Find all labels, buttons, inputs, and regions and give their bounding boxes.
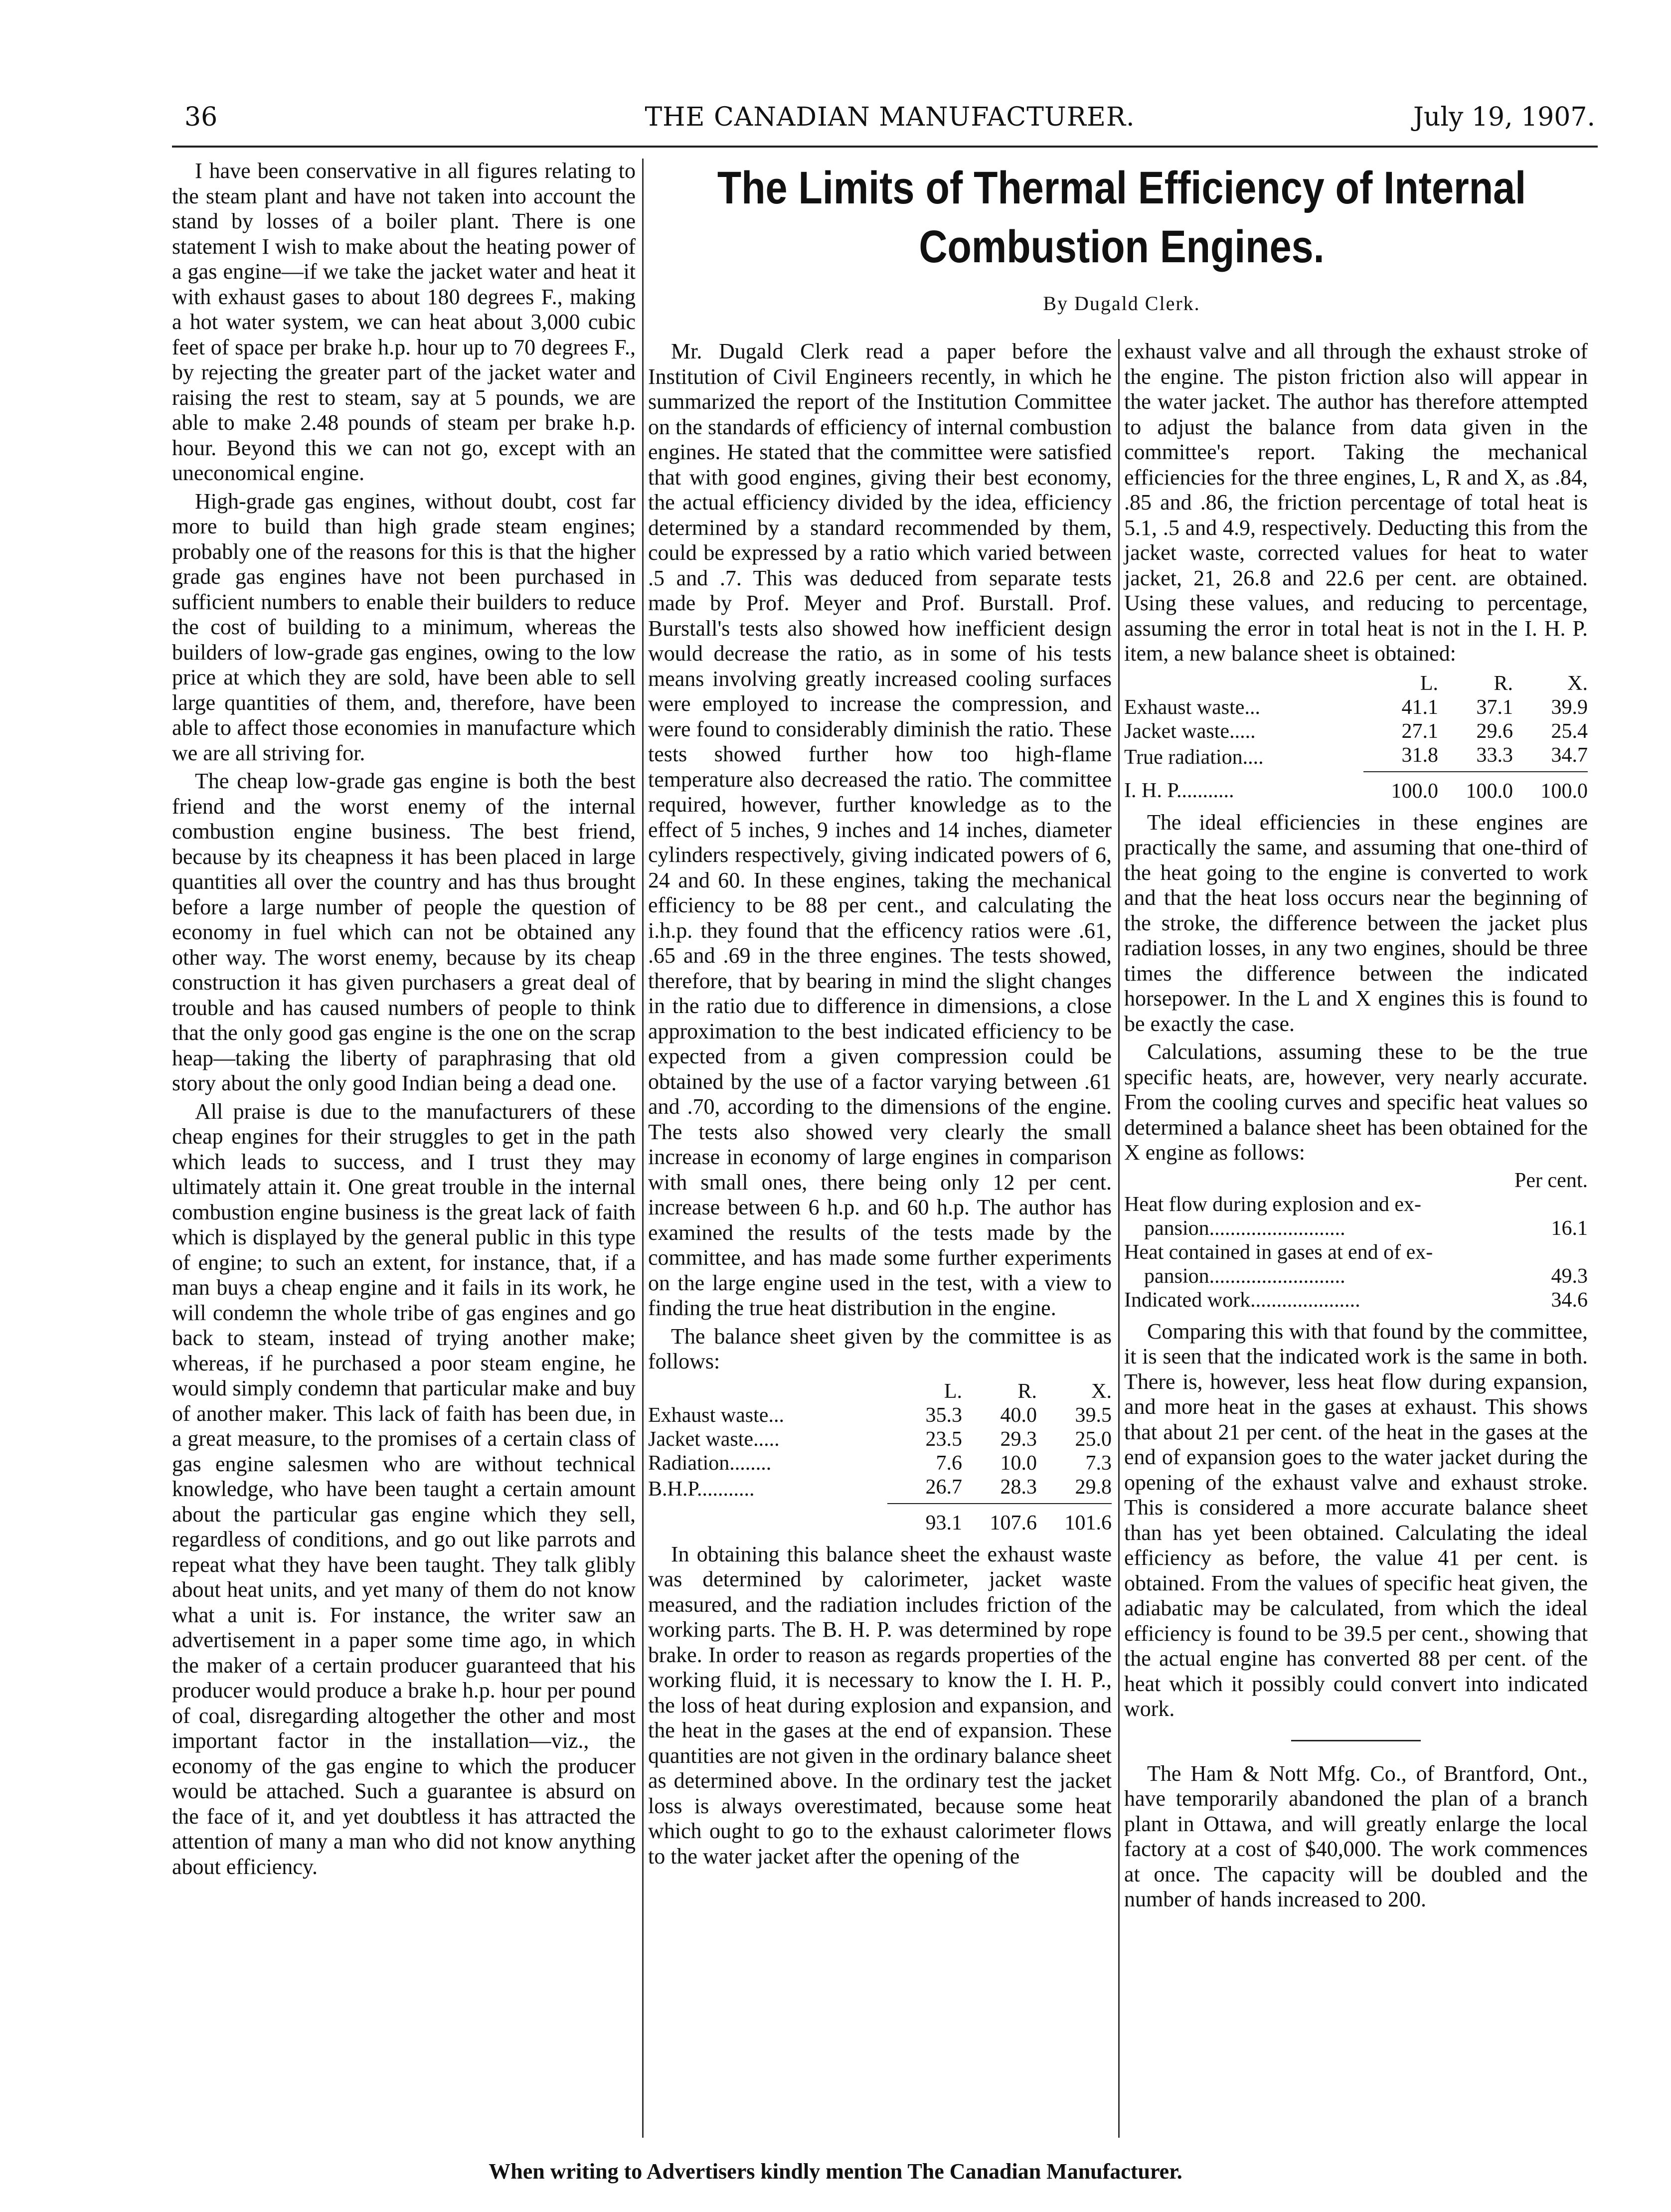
cell-value: 41.1: [1401, 695, 1438, 719]
table-header: X.: [1091, 1379, 1112, 1403]
balance-row: [1124, 1288, 1588, 1312]
table-row: [648, 1475, 1112, 1504]
cell-value: 23.5: [925, 1427, 962, 1451]
table-total-row: [1124, 772, 1588, 803]
table-header-row: [648, 1379, 1112, 1403]
cell-value: 29.3: [1000, 1427, 1037, 1451]
row-label-cont: pansion..........................: [1144, 1216, 1345, 1240]
cell-value: 28.3: [962, 1475, 1037, 1504]
paragraph: The cheap low-grade gas engine is both the best friend and the worst enemy of the internal combustion engine business. The best friend, because by its cheapness it has been placed in large quantities all over the country and has thus brought before a large number of people the question of economy in fuel which can not be obtained any other way. The worst enemy, because by its cheap construction it has given purchasers a great deal of trouble and has caused numbers of people to think that the only good gas engine is the one on the scrap heap—taking the liberty of paraphrasing that old story about the only good Indian being a dead one.: [172, 769, 636, 1095]
row-value: 16.1: [1551, 1216, 1588, 1240]
balance-row: [1124, 1240, 1588, 1288]
page-footer: When writing to Advertisers kindly mention The Canadian Manufacturer.: [489, 2159, 1182, 2184]
table-row: [1124, 743, 1588, 772]
row-label: True radiation....: [1124, 746, 1264, 769]
cell-value: 27.1: [1401, 719, 1438, 743]
article-title: The Limits of Thermal Efficiency of Internal Combustion Engines.: [717, 163, 1526, 272]
paragraph: Mr. Dugald Clerk read a paper before the Institution of Civil Engineers recently, in which he summarized the report of the Institution Committee on the standards of efficiency of internal combustion engines. He stated that the committee were satisfied that with good engines, giving their best economy, the actual efficiency divided by the idea, efficiency determined by a standard recommended by them, could be expressed by a ratio which varied between .5 and .7. This was deduced from separate tests made by Prof. Meyer and Prof. Burstall. Prof. Burstall's tests also showed how inefficient design would decrease the ratio, as in some of his tests means involving greatly increased cooling surfaces were employed to increase the compression, and were found to considerably diminish the ratio. These tests showed further how too high-flame temperature also decreased the ratio. The committee required, however, further knowledge as to the effect of 5 inches, 9 inches and 14 inches, diameter cylinders respectively, giving indicated powers of 6, 24 and 60. In these engines, taking the mechanical efficiency to be 88 per cent., and calculating the i.h.p. they found that the efficency ratios were .61, .65 and .69 in the three engines. The tests showed, therefore, that by bearing in mind the slight changes in the ratio due to difference in dimensions, a close approximation to the best indicated efficiency to be expected from a given compression could be obtained by the use of a factor varying between .61 and .70, according to the dimensions of the engine. The tests also showed very clearly the small increase in economy of large engines in comparison with small ones, there being only 12 per cent. increase between 6 h.p. and 60 h.p. The author has examined the results of the tests made by the committee, and has made some further experiments on the large engine used in the test, with a view to finding the true heat distribution in the engine.: [648, 339, 1112, 1320]
table-header: X.: [1567, 672, 1588, 695]
table-header: [1124, 672, 1363, 695]
adjusted-balance-table: [1124, 672, 1588, 803]
total-value: 93.1: [925, 1511, 962, 1534]
cell-value: 7.3: [1085, 1451, 1112, 1475]
cell-value: 37.1: [1476, 695, 1513, 719]
cell-value: 25.0: [1075, 1427, 1112, 1451]
row-value: 34.6: [1551, 1288, 1588, 1312]
cell-value: 33.3: [1438, 743, 1513, 772]
news-notice: The Ham & Nott Mfg. Co., of Brantford, Ont., have temporarily abandoned the plan of a branch plant in Ottawa, and will greatly enlarge the local factory at a cost of $40,000. The work commences at once. The capacity will be doubled and the number of hands increased to 200.: [1124, 1761, 1588, 1911]
unit-header: Per cent.: [1514, 1169, 1588, 1192]
total-value: 100.0: [1466, 779, 1513, 803]
row-label: Jacket waste.....: [648, 1427, 780, 1451]
paragraph: exhaust valve and all through the exhaust stroke of the engine. The piston friction also will appear in the water jacket. The author has therefore attempted to adjust the balance from data given in the committee's report. Taking the mechanical efficiencies for the three engines, L, R and X, as .84, .85 and .86, the friction percentage of total heat is 5.1, .5 and 4.9, respectively. Deducting this from the jacket waste, corrected values for heat to water jacket, 21, 26.8 and 22.6 per cent. are obtained. Using these values, and reducing to percentage, assuming the error in total heat is not in the I. H. P. item, a new balance sheet is obtained:: [1124, 339, 1588, 666]
row-label: Heat contained in gases at end of ex-: [1124, 1240, 1433, 1264]
paragraph: High-grade gas engines, without doubt, cost far more to build than high grade steam engines; probably one of the reasons for this is that the higher grade gas engines have not been purchased in sufficient numbers to enable their builders to reduce the cost of building to a minimum, whereas the builders of low-grade gas engines, owing to the low price at which they are sold, have been able to sell large quantities of them, and, therefore, have been able to affect those economies in manufacture which we are all striving for.: [172, 489, 636, 765]
row-label: B.H.P...........: [648, 1478, 755, 1501]
cell-value: 25.4: [1551, 719, 1588, 743]
paragraph: In obtaining this balance sheet the exhaust waste was determined by calorimeter, jacket waste measured, and the radiation includes friction of the working parts. The B. H. P. was determined by rope brake. In order to reason as regards properties of the working fluid, it is necessary to know the I. H. P., the loss of heat during explosion and expansion, and the heat in the gases at the end of expansion. These quantities are not given in the ordinary balance sheet as determined above. In the ordinary test the jacket loss is always overestimated, because some heat which ought to go to the exhaust calorimeter flows to the water jacket after the opening of the: [648, 1541, 1112, 1869]
cell-value: 7.6: [936, 1451, 962, 1475]
total-value: 100.0: [1391, 779, 1438, 803]
table-header: L.: [944, 1379, 962, 1403]
table-header: L.: [1420, 672, 1438, 695]
column-divider: [642, 159, 644, 2138]
cell-value: 34.7: [1513, 743, 1588, 772]
row-label: Exhaust waste...: [1124, 695, 1260, 719]
table-row: [1124, 719, 1588, 743]
cell-value: 29.8: [1037, 1475, 1112, 1504]
masthead: THE CANADIAN MANUFACTURER.: [645, 102, 1135, 132]
table-total-row: [648, 1504, 1112, 1535]
table-row: [648, 1451, 1112, 1475]
table-row: [648, 1403, 1112, 1427]
row-label: Heat flow during explosion and ex-: [1124, 1192, 1422, 1216]
page-number: 36: [184, 102, 218, 132]
cell-value: 40.0: [1000, 1403, 1037, 1427]
header-rule: [172, 146, 1598, 148]
article-byline: By Dugald Clerk.: [1043, 292, 1200, 315]
paragraph: I have been conservative in all figures relating to the steam plant and have not taken into account the stand by losses of a boiler plant. There is one statement I wish to make about the heating power of a gas engine—if we take the jacket water and heat it with exhaust gases to about 180 degrees F., making a hot water system, we can heat about 3,000 cubic feet of space per brake h.p. hour up to 70 degrees F., by rejecting the greater part of the jacket water and raising the rest to steam, say at 5 pounds, we are able to make 2.48 pounds of steam per brake h.p. hour. Beyond this we can not go, except with an uneconomical engine.: [172, 159, 636, 485]
table-row: [648, 1427, 1112, 1451]
paragraph: Comparing this with that found by the committee, it is seen that the indicated work is the same in both. There is, however, less heat flow during expansion, and more heat in the gases at exhaust. This shows that about 21 per cent. of the heat in the gases at the end of expansion goes to the water jacket during the opening of the exhaust valve and exhaust stroke. This is considered a more accurate balance sheet than has yet been obtained. Calculating the ideal efficiency as before, the value 41 per cent. is obtained. From the values of specific heat given, the adiabatic may be calculated, from which the ideal efficiency is found to be 39.5 per cent., showing that the actual engine has converted 88 per cent. of the heat which it possibly could convert into indicated work.: [1124, 1319, 1588, 1721]
table-header: R.: [1494, 672, 1513, 695]
table-row: [1124, 695, 1588, 719]
page-header: [184, 102, 1595, 142]
row-label: Radiation........: [648, 1451, 772, 1475]
paragraph: The balance sheet given by the committee is as follows:: [648, 1324, 1112, 1373]
row-label: Jacket waste.....: [1124, 719, 1256, 743]
total-value: 101.6: [1064, 1511, 1112, 1534]
left-column: [172, 159, 636, 1879]
cell-value: 10.0: [1000, 1451, 1037, 1475]
paragraph: The ideal efficiencies in these engines are practically the same, and assuming that one-third of the heat going to the engine is converted to work and that the heat loss occurs near the beginning of the stroke, the difference between the jacket plus radiation losses, in any two engines, should be three times the difference between the indicated horsepower. In the L and X engines this is found to be exactly the case.: [1124, 810, 1588, 1036]
row-label: Exhaust waste...: [648, 1403, 784, 1427]
table-header: R.: [1017, 1379, 1037, 1403]
row-value: 49.3: [1551, 1264, 1588, 1288]
table-header: [648, 1379, 887, 1403]
row-label: I. H. P...........: [1124, 779, 1234, 802]
middle-column: [648, 339, 1112, 1869]
row-label: [648, 1504, 887, 1535]
cell-value: 26.7: [887, 1475, 962, 1504]
row-label: Indicated work.....................: [1124, 1288, 1360, 1312]
section-divider: [1291, 1740, 1421, 1741]
table-header-row: [1124, 672, 1588, 695]
cell-value: 31.8: [1363, 743, 1438, 772]
cell-value: 39.9: [1551, 695, 1588, 719]
paragraph: All praise is due to the manufacturers of these cheap engines for their struggles to get in the path which leads to success, and I trust they may ultimately attain it. One great trouble in the internal combustion engine business is the great lack of faith which is displayed by the general public in this type of engine; to such an extent, for instance, that, if a man buys a cheap engine and it fails in its work, he will condemn the whole tribe of gas engines and go back to steam, instead of trying another make; whereas, if he purchased a poor steam engine, he would simply condemn that particular make and buy of another maker. This lack of faith has been due, in a great measure, to the promises of a certain class of gas engine salesmen who are without technical knowledge, who have been taught a certain amount about the particular gas engine which they sell, regardless of conditions, and go out like parrots and repeat what they have been taught. They talk glibly about heat units, and yet many of them do not know what a unit is. For instance, the writer saw an advertisement in a paper some time ago, in which the maker of a certain producer guaranteed that his producer would produce a brake h.p. hour per pound of coal, disregarding altogether the other and most important factor in the installation—viz., the economy of the gas engine to which the producer would be attached. Such a guarantee is absurd on the face of it, and yet doubtless it has attracted the attention of many a man who did not know anything about efficiency.: [172, 1099, 636, 1879]
balance-row: [1124, 1192, 1588, 1240]
paragraph: Calculations, assuming these to be the true specific heats, are, however, very nearly accurate. From the cooling curves and specific heat values so determined a balance sheet has been obtained for the X engine as follows:: [1124, 1039, 1588, 1165]
cell-value: 29.6: [1476, 719, 1513, 743]
committee-balance-table: [648, 1379, 1112, 1535]
cell-value: 35.3: [925, 1403, 962, 1427]
row-label-cont: pansion..........................: [1144, 1264, 1345, 1288]
x-engine-balance: [1124, 1169, 1588, 1312]
issue-date: July 19, 1907.: [1413, 102, 1595, 132]
total-value: 100.0: [1540, 779, 1588, 803]
total-value: 107.6: [990, 1511, 1037, 1534]
column-divider: [1118, 339, 1120, 2138]
cell-value: 39.5: [1075, 1403, 1112, 1427]
right-column: [1124, 339, 1588, 1912]
